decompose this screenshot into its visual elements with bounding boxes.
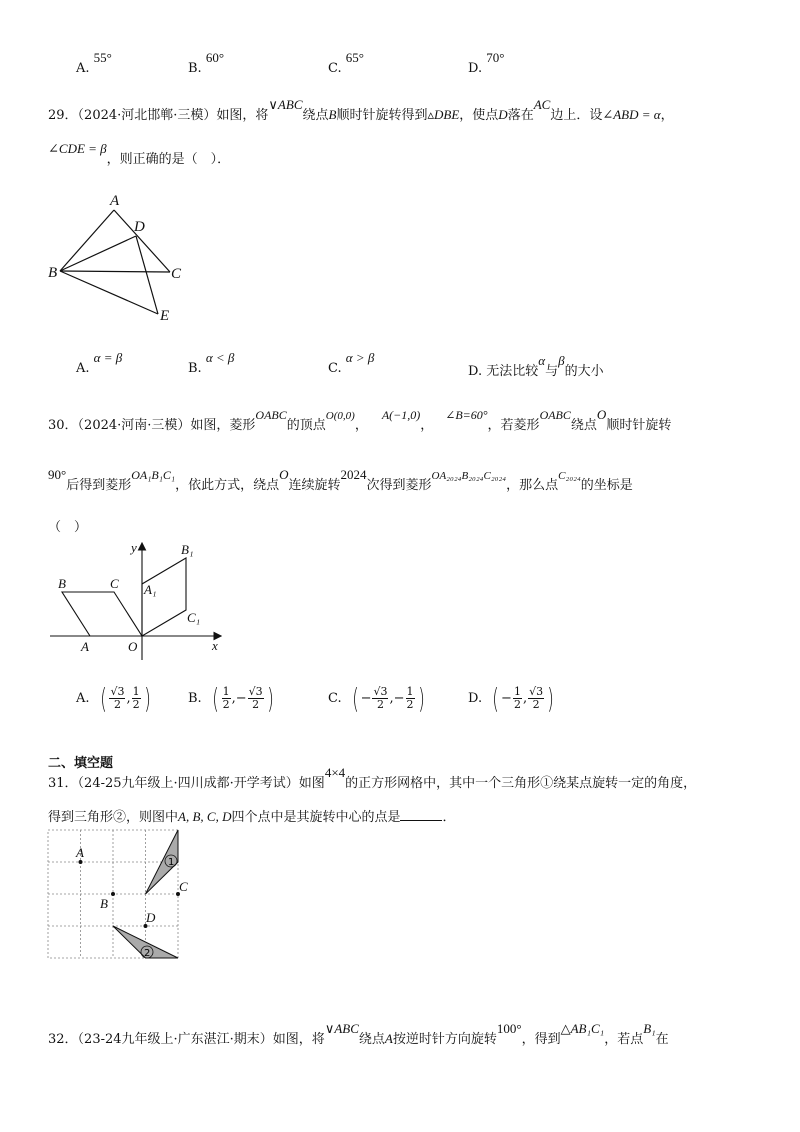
q29-math: ∠CDE = β: [48, 141, 107, 156]
q32-text: ，若点: [604, 1032, 644, 1047]
q30-option-d: [468, 682, 556, 715]
paren-left: (: [492, 682, 499, 715]
triangle-2-label: 2: [144, 948, 151, 959]
q30-text: 次得到菱形: [366, 478, 432, 493]
q32-math: ∨ABC: [324, 1021, 359, 1036]
q30-text: 如图，菱形: [190, 418, 256, 433]
q30-math: A(−1,0): [381, 408, 421, 422]
q31-text: 四个点中是其旋转中心的点是: [231, 810, 401, 825]
q31-line1: [48, 765, 697, 791]
label-a1: A₁: [144, 582, 157, 597]
paren-left: (: [99, 682, 107, 715]
question-number: 29．: [48, 108, 78, 123]
q29-math: ▵DBE: [427, 107, 460, 122]
q30-text: ，那么点: [506, 478, 559, 493]
denominator: 2: [513, 698, 521, 711]
comma: ,: [126, 691, 131, 706]
q29-text: 绕点: [302, 108, 329, 123]
q29-math: ∠ABD = α: [602, 107, 661, 122]
q29-line2: [48, 141, 231, 167]
fraction: [248, 686, 264, 711]
option-label: B.: [188, 61, 202, 76]
option-value: 60°: [205, 50, 225, 65]
q29-line1: [48, 97, 674, 123]
rhombus-oabc: [62, 592, 142, 636]
q29-option-d: [468, 353, 604, 379]
q29-text: 落在: [507, 108, 534, 123]
option-label: D.: [468, 61, 483, 76]
q32-line1: [48, 1021, 669, 1047]
option-text: 与: [545, 364, 559, 379]
q30-math: O(0,0): [325, 410, 355, 422]
question-number: 30．: [48, 418, 78, 433]
q29-math: ∨ABC: [268, 97, 303, 112]
rhombus-oa1b1c1: [142, 558, 186, 636]
numerator: √3: [373, 684, 388, 698]
option-math: β: [558, 353, 565, 368]
option-label: D.: [468, 364, 483, 379]
label-y: y: [131, 540, 137, 555]
q32-math: △AB₁C₁: [560, 1021, 605, 1036]
answer-blank[interactable]: [400, 809, 442, 821]
label-c: C: [171, 266, 182, 282]
fraction: [372, 686, 388, 711]
q30-text: ，依此方式，绕点: [175, 478, 280, 493]
q30-text: ，若菱形: [487, 418, 540, 433]
q30-math: OA₂₀₂₄B₂₀₂₄C₂₀₂₄: [431, 470, 507, 482]
sign: −: [501, 691, 512, 706]
q29-text: 顺时针旋转得到: [336, 108, 428, 123]
option-value: α < β: [205, 350, 235, 365]
q30-text: 的顶点: [286, 418, 326, 433]
option-value: 65°: [345, 50, 364, 65]
label-o: O: [128, 639, 138, 654]
numerator: √3: [248, 684, 263, 698]
paren-left: (: [211, 682, 219, 715]
fraction: [132, 686, 141, 711]
segment-be: [60, 271, 158, 314]
q29-math: D: [498, 107, 508, 122]
q30-math: OABC: [539, 408, 571, 422]
point-b: [111, 892, 115, 896]
label-c: C: [110, 576, 119, 591]
numerator: 1: [132, 684, 140, 698]
q32-text: 如图，将: [272, 1032, 325, 1047]
q32-math: 100°: [496, 1021, 522, 1036]
triangle-1-label: 1: [168, 857, 175, 868]
label-b: B: [100, 896, 108, 911]
comma: ,: [231, 691, 236, 706]
q30-text: 绕点: [570, 418, 597, 433]
option-value: α > β: [345, 350, 375, 365]
q29-text: ，则正确的是（ ）．: [106, 152, 231, 167]
option-math: α: [538, 353, 546, 368]
paren-left: (: [351, 682, 359, 715]
fraction: [528, 686, 544, 711]
option-label: A.: [76, 691, 90, 706]
numerator: 1: [513, 684, 521, 698]
q29-figure: [44, 188, 194, 328]
denominator: 2: [113, 698, 121, 711]
label-a: A: [81, 639, 89, 654]
option-label: D.: [468, 691, 483, 706]
q31-text: 如图: [298, 776, 325, 791]
paren-right: ): [266, 682, 274, 715]
q28-option-a: [76, 50, 112, 76]
sign: −: [235, 691, 247, 706]
option-label: C.: [328, 691, 342, 706]
q30-text: ，: [354, 418, 368, 433]
option-value: α = β: [93, 350, 123, 365]
option-label: A.: [76, 361, 90, 376]
q30-text: 连续旋转: [288, 478, 341, 493]
question-source: （2024·河北邯郸·三模）: [77, 108, 217, 123]
segment-bd: [60, 236, 136, 271]
label-b: B: [48, 265, 58, 281]
point-a: [79, 860, 83, 864]
fraction: [109, 686, 125, 711]
q30-text: 的坐标是: [580, 478, 633, 493]
label-x: x: [212, 638, 218, 653]
q30-text: ，: [420, 418, 434, 433]
label-a: A: [110, 193, 120, 209]
q30-figure: [44, 538, 234, 662]
q30-option-c: [328, 682, 426, 715]
q30-math: 2024: [340, 467, 367, 482]
question-source: （24-25九年级上·四川成都·开学考试）: [77, 776, 299, 791]
option-label: B.: [188, 691, 202, 706]
paren-right: ): [143, 682, 151, 715]
option-label: A.: [76, 61, 90, 76]
q30-math: ∠B=60°: [445, 408, 488, 422]
q29-text: ，使点: [459, 108, 499, 123]
q31-math: 4×4: [324, 765, 346, 780]
q31-math: A, B, C, D: [178, 809, 232, 824]
q30-math: O: [596, 407, 607, 422]
option-label: B.: [188, 361, 202, 376]
denominator: 2: [376, 698, 384, 711]
segment-ba: [60, 210, 114, 271]
q29-text: 边上．设: [550, 108, 603, 123]
q30-text: 后得到菱形: [66, 478, 132, 493]
option-value: 70°: [486, 50, 505, 65]
q32-text: ，得到: [521, 1032, 561, 1047]
label-c: C: [179, 879, 188, 894]
q32-text: 在: [655, 1032, 669, 1047]
q30-text: 顺时针旋转: [606, 418, 672, 433]
option-text: 的大小: [564, 364, 604, 379]
q29-option-b: [188, 350, 235, 376]
comma: ,: [522, 691, 528, 706]
label-a: A: [76, 845, 84, 860]
q32-math: A: [384, 1031, 393, 1046]
option-label: C.: [328, 361, 342, 376]
q31-line2: [48, 806, 456, 825]
q32-math: B₁: [643, 1021, 656, 1036]
q30-line2: [48, 467, 633, 493]
q31-text: ．: [442, 810, 456, 825]
label-b: B: [58, 576, 66, 591]
numerator: 1: [222, 684, 230, 698]
label-d: D: [134, 219, 145, 235]
option-value: 55°: [93, 50, 112, 65]
sign: −: [360, 691, 372, 706]
question-source: （2024·河南·三模）: [77, 418, 191, 433]
denominator: 2: [532, 698, 540, 711]
q29-option-a: [76, 350, 123, 376]
q30-line1: [48, 407, 672, 433]
q30-math: O: [279, 467, 289, 482]
q28-option-b: [188, 50, 225, 76]
q30-option-b: [188, 682, 276, 715]
label-b1: B₁: [181, 542, 194, 557]
fraction: [222, 686, 231, 711]
label-e: E: [160, 308, 170, 324]
option-label: C.: [328, 61, 342, 76]
q31-text: 得到三角形②，则图中: [48, 810, 179, 825]
question-number: 31．: [48, 776, 78, 791]
denominator: 2: [252, 698, 260, 711]
denominator: 2: [132, 698, 140, 711]
segment-bc: [60, 271, 170, 272]
q30-math: OA₁B₁C₁: [131, 468, 176, 482]
segment-de: [136, 236, 158, 314]
q30-option-a: [76, 682, 153, 715]
q29-math: B: [328, 107, 337, 122]
paren-right: ): [547, 682, 554, 715]
comma: ,: [389, 691, 394, 706]
paren-right: ): [417, 682, 425, 715]
section-title: 二、填空题: [48, 756, 114, 771]
q32-text: 绕点: [358, 1032, 385, 1047]
q32-text: 按逆时针方向旋转: [392, 1032, 497, 1047]
q30-math: OABC: [255, 408, 287, 422]
question-number: 32．: [48, 1032, 78, 1047]
denominator: 2: [222, 698, 230, 711]
q30-text: （ ）: [48, 520, 88, 535]
fraction: [513, 686, 522, 711]
numerator: 1: [406, 684, 414, 698]
q28-option-d: [468, 50, 505, 76]
q31-text: 的正方形网格中，其中一个三角形①绕某点旋转一定的角度，: [345, 776, 697, 791]
q30-math: C₂₀₂₄: [558, 470, 581, 482]
q29-text: ，: [660, 108, 674, 123]
q30-math: 90°: [48, 467, 67, 482]
numerator: √3: [529, 684, 544, 698]
question-source: （23-24九年级上·广东湛江·期末）: [77, 1032, 273, 1047]
q29-math: AC: [533, 97, 551, 112]
q31-figure: [46, 828, 186, 964]
q29-option-c: [328, 350, 375, 376]
label-d: D: [146, 910, 156, 925]
option-text: 无法比较: [486, 364, 539, 379]
label-c1: C₁: [187, 610, 201, 625]
q30-line3: [48, 516, 87, 535]
sign: −: [393, 691, 405, 706]
q29-text: 如图，将: [216, 108, 269, 123]
fraction: [406, 686, 415, 711]
q28-option-c: [328, 50, 364, 76]
denominator: 2: [406, 698, 414, 711]
numerator: √3: [110, 684, 125, 698]
